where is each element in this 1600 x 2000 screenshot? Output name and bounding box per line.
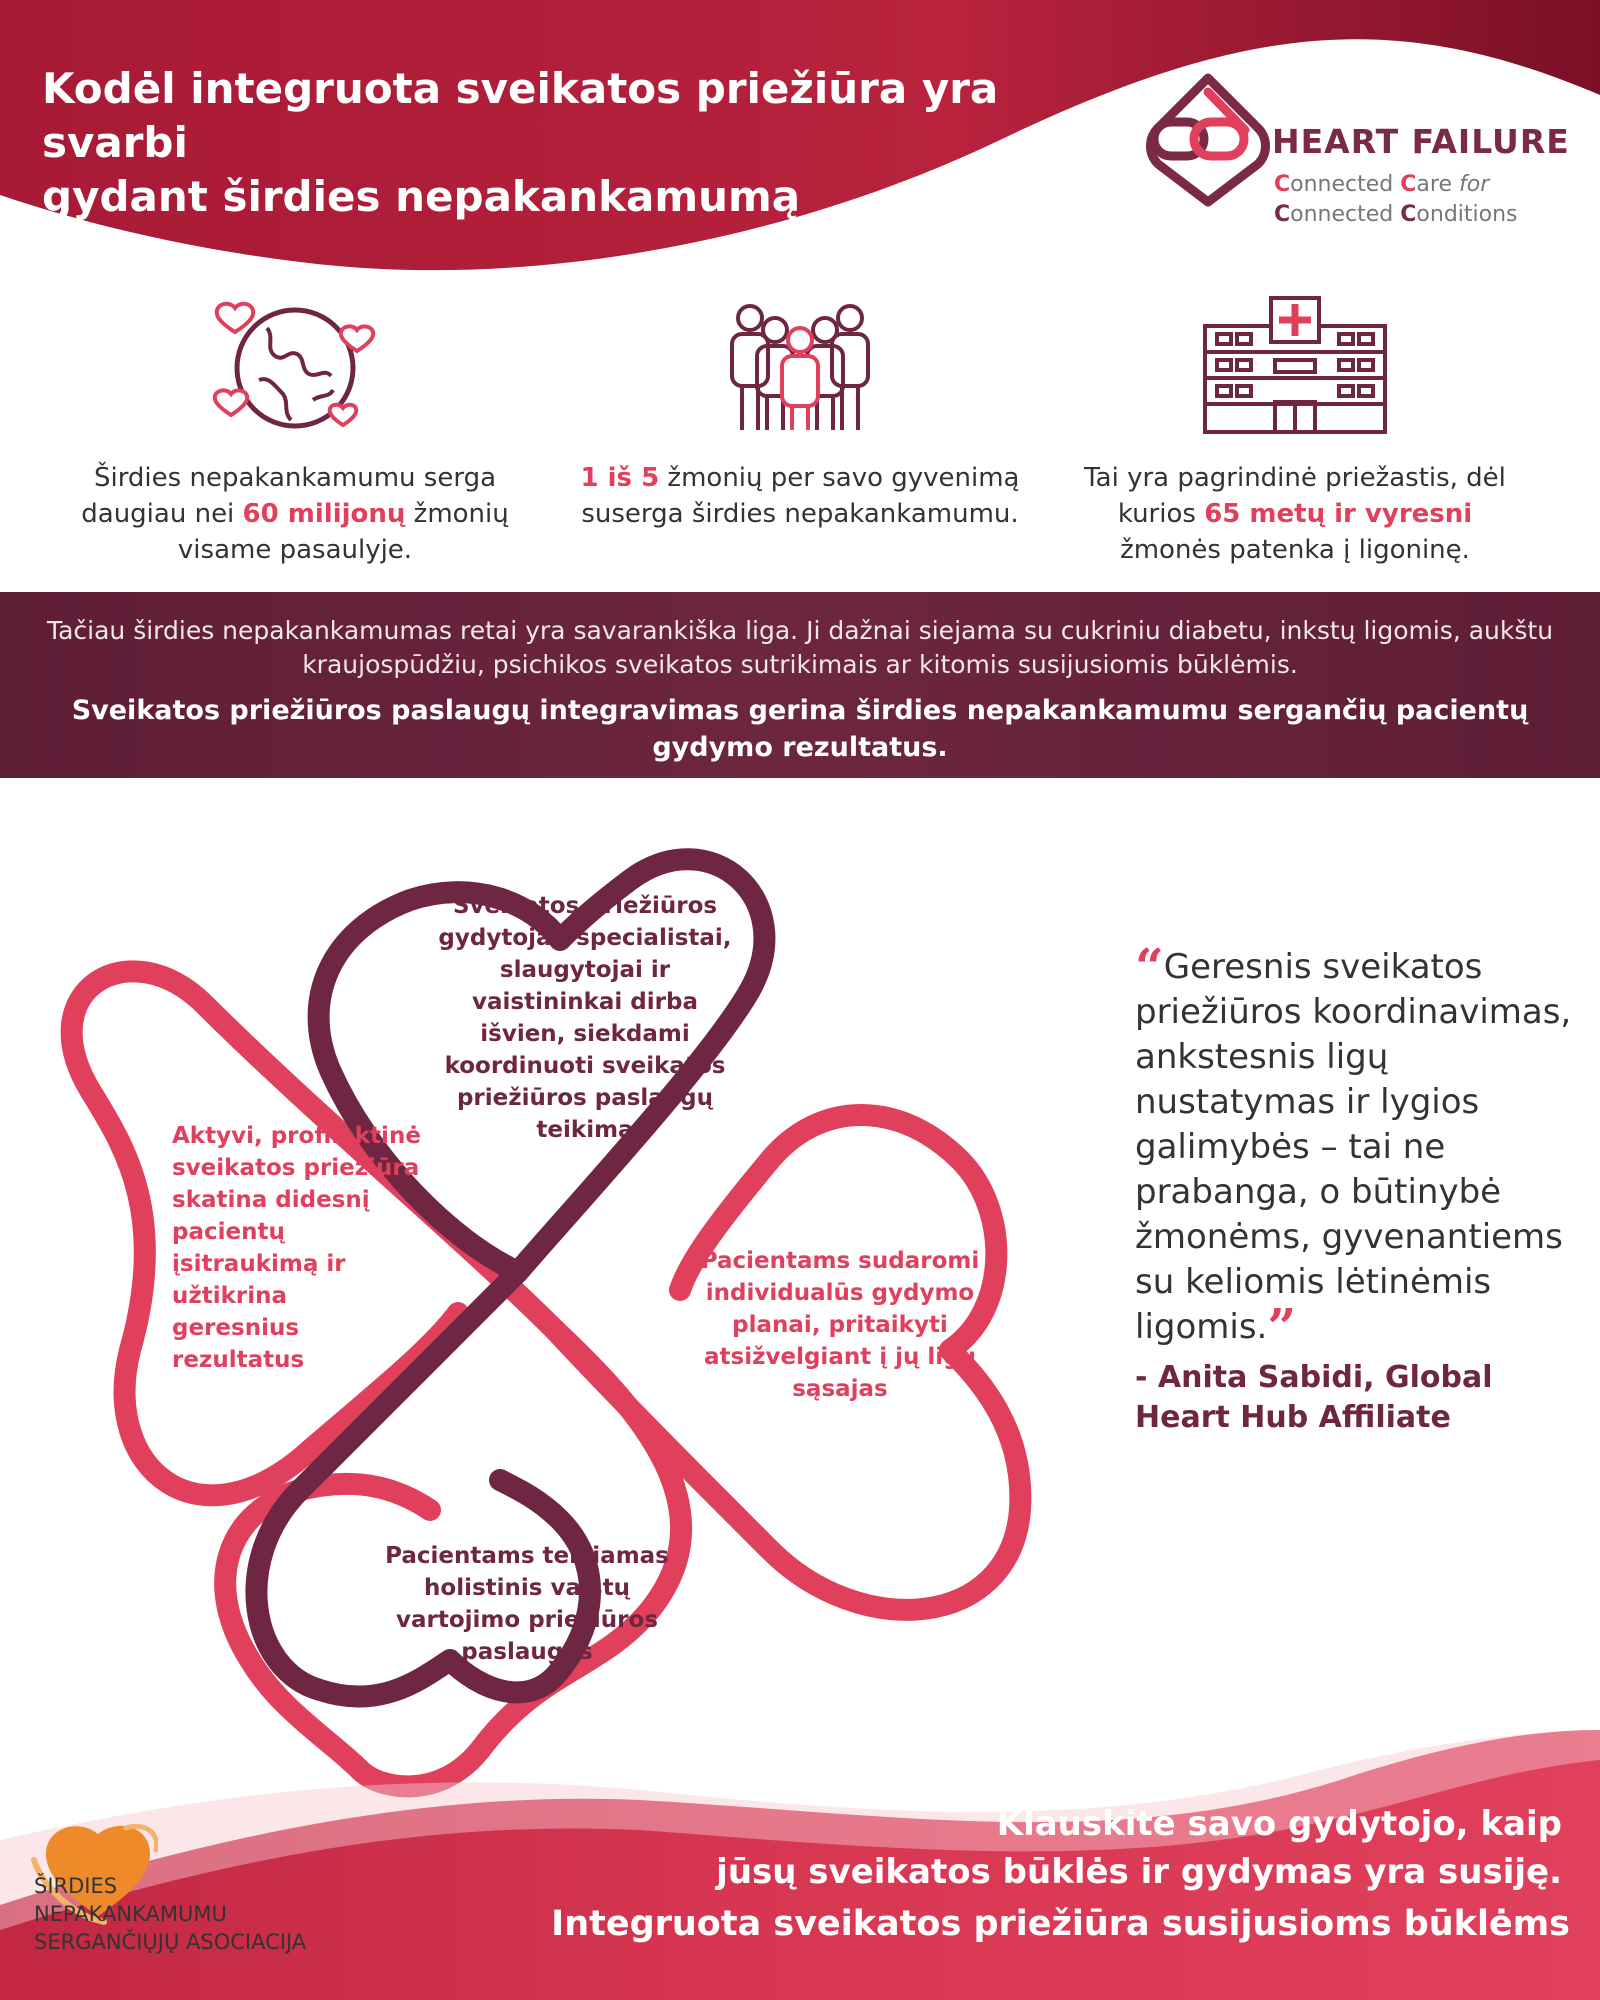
association-logo (28, 1820, 448, 1980)
stat-column-2 (560, 290, 1040, 532)
stat-1-text: Širdies nepakankamumu serga daugiau nei 60 milijonų žmonių visame pasaulyje. (81, 463, 509, 565)
clover-text-bottom: Pacientams teikiamas holistinis vaistų vartojimo priežiūros paslaugos (385, 1543, 669, 1665)
logo-wordmark: HEART FAILURE (1272, 122, 1570, 161)
heart-clover-diagram (0, 790, 1100, 1820)
clover-text-right: Pacientams sudaromi individualūs gydymo planai, pritaikyti atsižvelgiant į jų ligų sąsajas (700, 1248, 980, 1402)
open-quote-icon: “ (1135, 937, 1164, 996)
stat-column-1 (55, 290, 535, 568)
clover-text-left: Aktyvi, profilaktinė sveikatos priežiūra skatina didesnį pacientų įsitraukimą ir užtikrina geresnius rezultatus (172, 1123, 421, 1373)
association-name: ŠIRDIES NEPAKANKAMUMU SERGANČIŲJŲ ASOCIACIJA (34, 1874, 307, 1954)
quote-author: - Anita Sabidi, Global Heart Hub Affiliate (1135, 1360, 1493, 1435)
close-quote-icon: ” (1267, 1297, 1297, 1356)
page-title (42, 62, 1122, 224)
title-line-1: Kodėl integruota sveikatos priežiūra yra svarbi (42, 64, 999, 167)
heart-chain-logo-icon (1140, 70, 1270, 210)
people-group-icon (710, 290, 890, 440)
logo-tagline: Connected Care for Connected Conditions (1274, 172, 1518, 227)
quote-body (1135, 937, 1575, 1356)
hospital-icon (1195, 290, 1395, 440)
band-headline: Sveikatos priežiūros paslaugų integravimas gerina širdies nepakankamumu sergančių pacientų gydymo rezultatus. (71, 695, 1529, 763)
quote-text: Geresnis sveikatos priežiūros koordinavimas, ankstesnis ligų nustatymas ir lygios galimybės – tai ne prabanga, o būtinybė žmonėms, gyvenantiems su keliomis lėtinėmis ligomis. (1135, 947, 1572, 1347)
stat-2-text: 1 iš 5 žmonių per savo gyvenimą suserga širdies nepakankamumu. (580, 463, 1020, 529)
clover-text-top: Sveikatos priežiūros gydytojai, specialistai, slaugytojai ir vaistininkai dirba išvien, siekdami koordinuoti sveikatos priežiūros paslaugų teikimą (438, 893, 732, 1143)
stat-column-3 (1055, 290, 1535, 568)
context-band (0, 592, 1600, 778)
title-line-2: gydant širdies nepakankamumą (42, 172, 801, 221)
footer-tagline: Integruota sveikatos priežiūra susijusioms būklėms (551, 1904, 1570, 1944)
stat-3-text: Tai yra pagrindinė priežastis, dėl kurios 65 metų ir vyresni žmonės patenka į ligoninę. (1084, 463, 1506, 565)
testimonial-quote (1135, 937, 1575, 1438)
heart-failure-logo (1140, 70, 1580, 240)
globe-hearts-icon (205, 290, 385, 440)
band-text: Tačiau širdies nepakankamumas retai yra savarankiška liga. Ji dažnai siejama su cukriniu diabetu, inkstų ligomis, aukštu kraujospūdžiu, psichikos sveikatos sutrikimais ar kitomis susijusiomis būklėmis. (46, 616, 1554, 679)
footer-call-to-action: Klauskite savo gydytojo, kaip jūsų sveikatos būklės ir gydymas yra susiję. (716, 1804, 1562, 1892)
